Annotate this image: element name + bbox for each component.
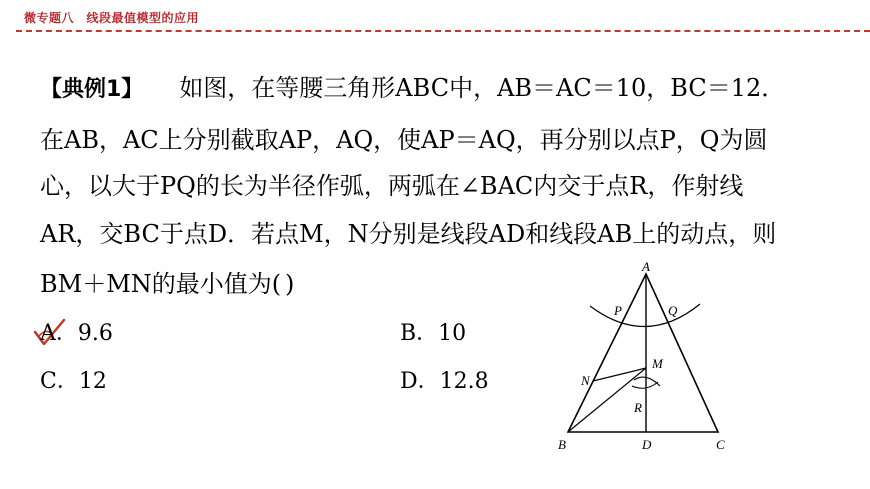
option-a[interactable]: A．9.6 [40, 321, 113, 346]
problem-tag: 【典例1】 [40, 77, 144, 102]
header-title: 微专题八 线段最值模型的应用 [24, 11, 200, 25]
problem-line-1 [40, 73, 785, 105]
option-b[interactable]: B．10 [400, 321, 467, 346]
problem-line-5: BM＋MN的最小值为( [40, 270, 282, 298]
arc-pq [590, 304, 700, 327]
problem-line-5-end: ) [285, 270, 295, 298]
option-d[interactable]: D．12.8 [400, 369, 489, 394]
header-divider [16, 30, 870, 32]
problem-line-3: 心，以大于PQ的长为半径作弧，两弧在∠BAC内交于点R，作射线 [40, 172, 744, 200]
geometry-figure [550, 260, 740, 460]
label-b: B [558, 437, 566, 452]
label-d: D [642, 437, 652, 452]
label-a: A [642, 260, 650, 274]
triangle-abc [568, 274, 718, 432]
label-c: C [716, 437, 725, 452]
label-r: R [634, 400, 642, 415]
label-q: Q [668, 303, 678, 318]
page-header [0, 0, 870, 32]
arc-r-left [632, 382, 658, 388]
problem-text-1: 如图，在等腰三角形ABC中，AB＝AC＝10，BC＝12． [179, 74, 786, 102]
problem-line-4: AR，交BC于点D．若点M，N分别是线段AD和线段AB上的动点，则 [40, 220, 777, 248]
label-n: N [581, 373, 590, 388]
option-c[interactable]: C．12 [40, 369, 107, 394]
arc-r-right [634, 377, 660, 386]
problem-line-2: 在AB，AC上分别截取AP，AQ，使AP＝AQ，再分别以点P，Q为圆 [40, 126, 768, 154]
label-p: P [614, 303, 622, 318]
label-m: M [652, 356, 663, 371]
